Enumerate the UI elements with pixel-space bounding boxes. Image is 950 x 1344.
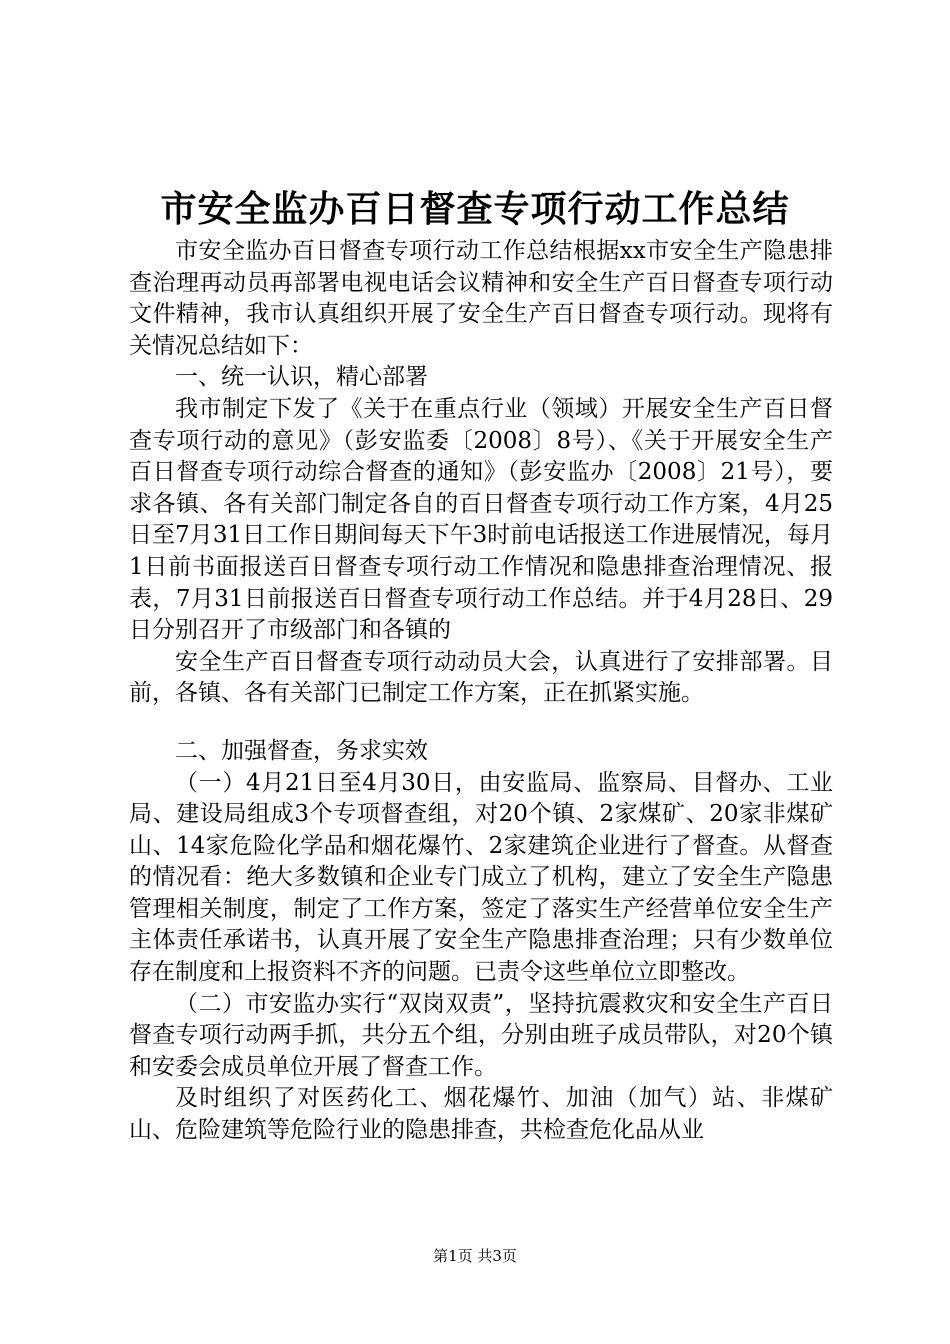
intro-paragraph: 市安全监办百日督查专项行动工作总结根据xx市安全生产隐患排查治理再动员再部署电视电话会议精神和安全生产百日督查专项行动文件精神，我市认真组织开展了安全生产百日督查专项行动。现将有关情况总结如下：	[129, 238, 833, 359]
section-2-item-2-continuation: 及时组织了对医药化工、烟花爆竹、加油（加气）站、非煤矿山、危险建筑等危险行业的隐患排查，共检查危化品从业	[129, 1085, 833, 1144]
document-title: 市安全监办百日督查专项行动工作总结	[160, 188, 790, 230]
section-1-continuation: 安全生产百日督查专项行动动员大会，认真进行了安排部署。目前，各镇、各有关部门已制定工作方案，正在抓紧实施。	[129, 648, 833, 707]
document-body	[129, 236, 833, 1147]
section-heading-2: 二、加强督查，务求实效	[175, 737, 428, 764]
section-1-paragraph: 我市制定下发了《关于在重点行业（领域）开展安全生产百日督查专项行动的意见》（彭安监委〔2008〕8号）、《关于开展安全生产百日督查专项行动综合督查的通知》（彭安监办〔2008〕21号），要求各镇、各有关部门制定各自的百日督查专项行动工作方案，4月25日至7月31日工作日期间每天下午3时前电话报送工作进展情况，每月1日前书面报送百日督查专项行动工作情况和隐患排查治理情况、报表，7月31日前报送百日督查专项行动工作总结。并于4月28日、29日分别召开了市级部门和各镇的	[129, 395, 833, 644]
section-heading-1: 一、统一认识，精心部署	[175, 364, 428, 391]
section-2-item-2: （二）市安监办实行“双岗双责”，坚持抗震救灾和安全生产百日督查专项行动两手抓，共分五个组，分别由班子成员带队，对20个镇和安委会成员单位开展了督查工作。	[129, 990, 833, 1080]
page-footer: 第1页 共3页	[433, 1247, 517, 1265]
section-2-item-1: （一）4月21日至4月30日，由安监局、监察局、目督办、工业局、建设局组成3个专项督查组，对20个镇、2家煤矿、20家非煤矿山、14家危险化学品和烟花爆竹、2家建筑企业进行了督查。从督查的情况看：绝大多数镇和企业专门成立了机构，建立了安全生产隐患管理相关制度，制定了工作方案，签定了落实生产经营单位安全生产主体责任承诺书，认真开展了安全生产隐患排查治理；只有少数单位存在制度和上报资料不齐的问题。已责令这些单位立即整改。	[129, 769, 833, 986]
